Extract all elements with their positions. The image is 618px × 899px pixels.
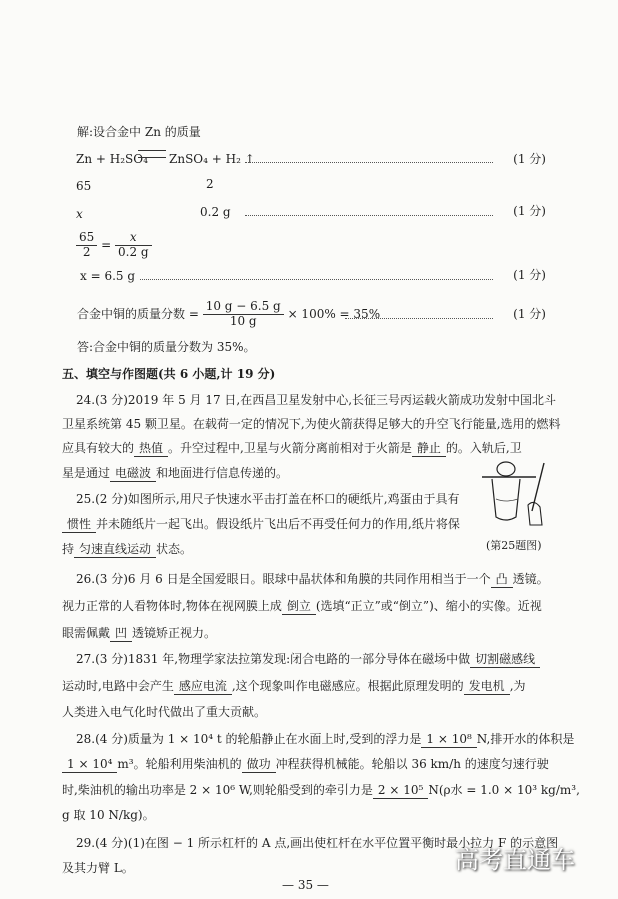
leader-dots: [345, 318, 493, 319]
text-span: N(ρ水 = 1.0 × 10³ kg/m³,: [428, 783, 580, 797]
section-title: 五、填空与作图题(共 6 小题,计 19 分): [62, 367, 276, 381]
hand-shape: [528, 502, 542, 525]
answer-blank: 静止: [412, 442, 446, 457]
text-span: 眼需佩戴: [62, 626, 111, 640]
answer-blank: 1 × 10⁴: [62, 758, 117, 773]
equals-text: =: [101, 237, 112, 252]
fraction-denominator: 0.2 g: [118, 244, 149, 259]
text-span: 26.(3 分)6 月 6 日是全国爱眼日。眼球中晶状体和角膜的共同作用相当于一个: [76, 572, 491, 586]
q26-line-2: [62, 600, 542, 615]
q29-line-1: 29.(4 分)(1)在图 − 1 所示杠杆的 A 点,画出使杠杆在水平位置平衡时最小拉力 F 的示意图: [76, 836, 559, 850]
text-span: 持: [62, 542, 75, 556]
text-span: 状态。: [156, 542, 193, 556]
fraction-numerator: 10 g − 6.5 g: [203, 300, 284, 315]
page-number: — 35 —: [282, 878, 329, 892]
cup-egg-figure: [478, 455, 558, 531]
equation-rhs: ZnSO₄ + H₂ ↑: [169, 152, 255, 166]
q25-line-3: [62, 543, 192, 558]
var-right: 0.2 g: [200, 205, 231, 219]
text-span: 的。入轨后,卫: [445, 441, 522, 455]
var-left: x: [76, 207, 83, 221]
solution-intro: 解:设合金中 Zn 的质量: [77, 125, 201, 139]
fraction-denominator: 10 g: [229, 313, 257, 328]
text-span: 透镜。: [512, 572, 549, 586]
ratio-right: 2: [206, 177, 214, 191]
text-span: 时,柴油机的输出功率是 2 × 10⁶ W,则轮船受到的牵引力是: [62, 783, 373, 797]
q28-line-4: g 取 10 N/kg)。: [62, 808, 155, 822]
leader-dots: [245, 162, 493, 163]
figure-caption: (第25题图): [486, 539, 542, 552]
water-line: [496, 499, 518, 501]
text-span: 透镜矫正视力。: [132, 626, 217, 640]
answer-blank: 凹: [110, 627, 132, 642]
answer-blank: 1 × 10⁸: [421, 733, 476, 748]
answer-blank: 发电机: [464, 680, 510, 695]
points-label: (1 分): [513, 268, 546, 282]
q28-line-2: [62, 758, 549, 773]
text-span: ,为: [509, 679, 526, 693]
text-span: 和地面进行信息传递的。: [156, 466, 289, 480]
equals-sign: [138, 150, 166, 158]
q27-line-2: [62, 680, 526, 695]
answer-blank: 匀速直线运动: [74, 543, 156, 558]
q24-line-3: [62, 442, 522, 457]
q29-line-2: 及其力臂 L。: [62, 861, 134, 875]
q25-line-2: [62, 518, 460, 533]
fraction-numerator: x: [115, 231, 152, 246]
answer-blank: 感应电流: [174, 680, 232, 695]
text-span: N,排开水的体积是: [476, 732, 575, 746]
text-span: 应具有较大的: [62, 441, 135, 455]
text-span: 冲程获得机械能。轮船以 36 km/h 的速度匀速行驶: [275, 757, 549, 771]
answer-blank: 电磁波: [110, 467, 156, 482]
fraction-prefix: 合金中铜的质量分数 =: [77, 306, 199, 321]
q24-line-4: [62, 467, 288, 482]
watermark-logo: 高考直通车: [455, 846, 575, 874]
text-span: 28.(4 分)质量为 1 × 10⁴ t 的轮船静止在水面上时,受到的浮力是: [76, 732, 422, 746]
answer-blank: 惯性: [62, 518, 96, 533]
result-line: x = 6.5 g: [80, 269, 136, 283]
answer-blank: 切割磁感线: [470, 653, 540, 668]
text-span: 运动时,电路中会产生: [62, 679, 174, 693]
fraction-left: [76, 231, 97, 260]
answer-line: 答:合金中铜的质量分数为 35%。: [77, 340, 256, 354]
text-span: ,这个现象叫作电磁感应。根据此原理发明的: [231, 679, 464, 693]
answer-blank: 凸: [491, 573, 513, 588]
fraction-suffix: × 100% = 35%: [287, 306, 381, 321]
text-span: 27.(3 分)1831 年,物理学家法拉第发现:闭合电路的一部分导体在磁场中做: [76, 652, 471, 666]
q28-line-3: [62, 784, 580, 799]
q26-line-1: [76, 573, 549, 588]
text-span: m³。轮船利用柴油机的: [117, 757, 242, 771]
q24-line-2: 卫星系统第 45 颗卫星。在载荷一定的情况下,为使火箭获得足够大的升空飞行能量,选用的燃料: [62, 417, 561, 431]
points-label: (1 分): [513, 307, 546, 321]
leader-dots: [245, 215, 493, 216]
fraction-denominator: 2: [82, 244, 91, 259]
q27-line-3: 人类进入电气化时代做出了重大贡献。: [62, 705, 267, 719]
proportion: [76, 231, 152, 260]
ratio-left: 65: [76, 179, 92, 193]
fraction: [203, 300, 284, 329]
leader-dots: [140, 279, 493, 280]
answer-blank: 2 × 10⁵: [373, 784, 428, 799]
fraction-right: [115, 231, 152, 260]
points-label: (1 分): [513, 204, 546, 218]
q26-line-3: [62, 627, 216, 642]
answer-blank: 倒立: [282, 600, 316, 615]
answer-blank: 做功: [242, 758, 276, 773]
q25-line-1: 25.(2 分)如图所示,用尺子快速水平击打盖在杯口的硬纸片,鸡蛋由于具有: [76, 492, 460, 506]
answer-blank: 热值: [134, 442, 168, 457]
fraction-numerator: 65: [76, 231, 97, 246]
q27-line-1: [76, 653, 540, 668]
equation-lhs: Zn + H₂SO₄: [76, 152, 148, 166]
points-label: (1 分): [513, 152, 546, 166]
text-span: 并未随纸片一起飞出。假设纸片飞出后不再受任何力的作用,纸片将保: [96, 517, 460, 531]
text-span: 星是通过: [62, 466, 111, 480]
text-span: 。升空过程中,卫星与火箭分离前相对于火箭是: [168, 441, 412, 455]
text-span: 视力正常的人看物体时,物体在视网膜上成: [62, 599, 282, 613]
q28-line-1: [76, 733, 574, 748]
q24-line-1: 24.(3 分)2019 年 5 月 17 日,在西昌卫星发射中心,长征三号丙运载火箭成功发射中国北斗: [76, 393, 557, 407]
fraction-line: [77, 300, 380, 329]
egg-shape: [497, 462, 515, 476]
text-span: (选填“正立”或“倒立”)、缩小的实像。近视: [315, 599, 542, 613]
ruler-shape: [532, 463, 544, 511]
